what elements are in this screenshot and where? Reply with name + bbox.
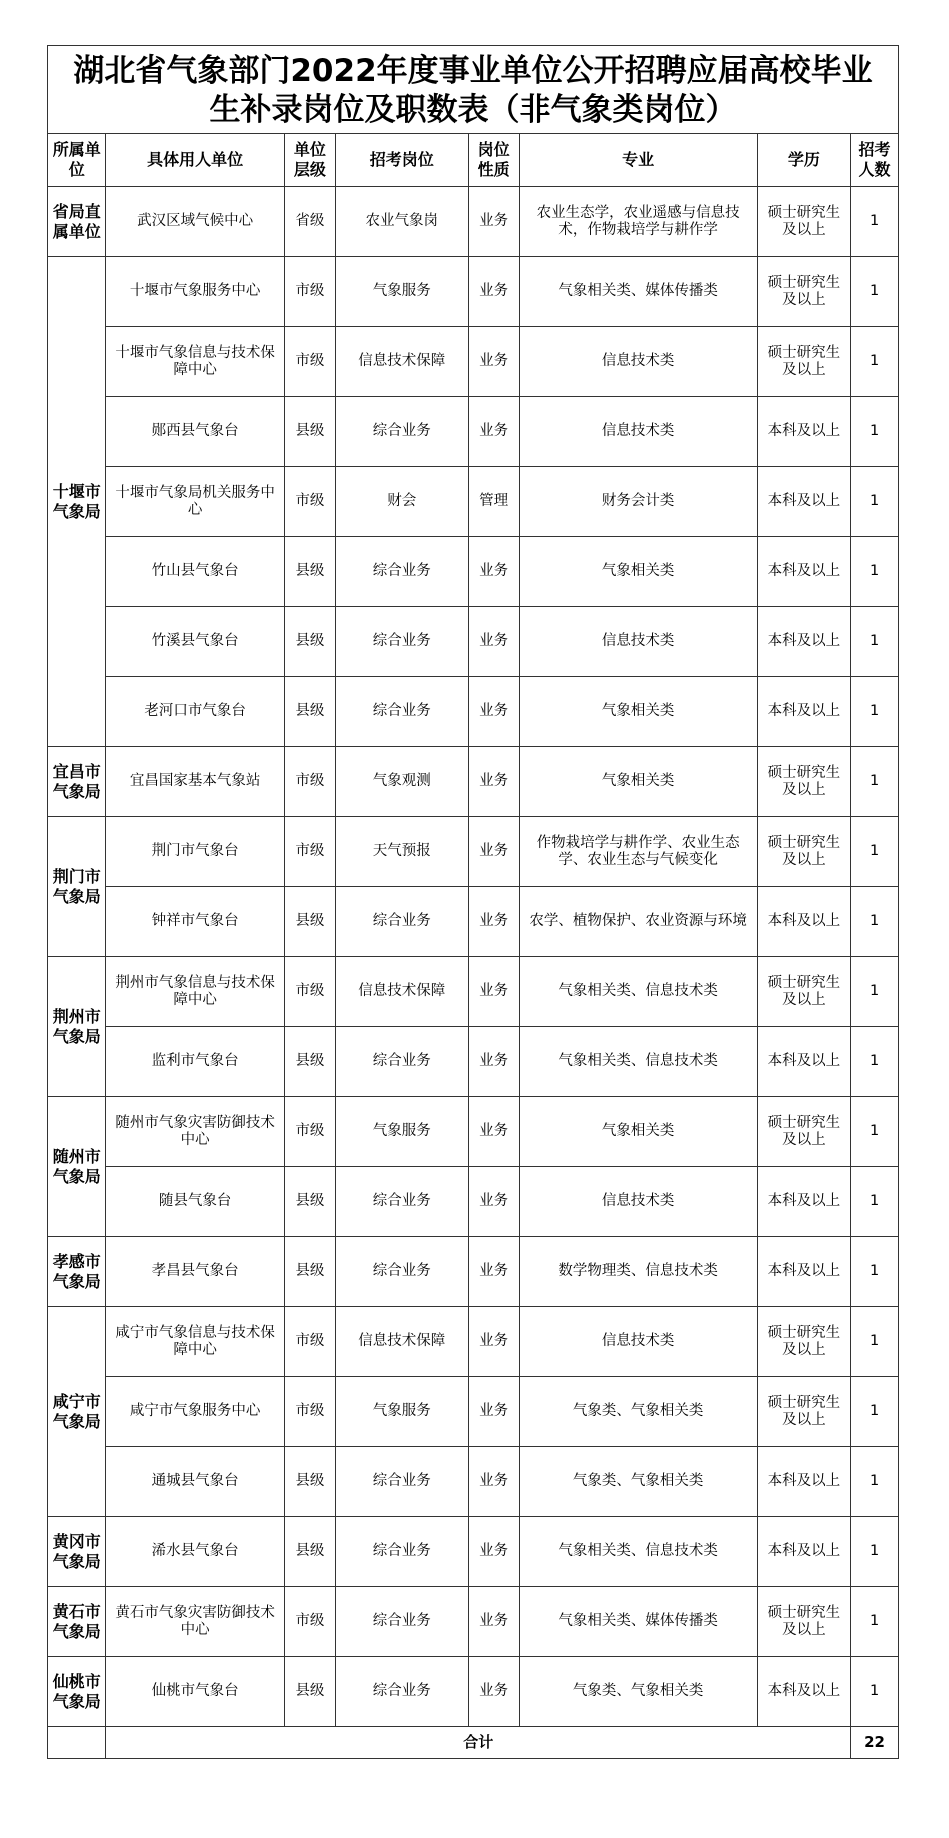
nature-cell: 业务: [468, 327, 519, 397]
count-cell: 1: [851, 187, 899, 257]
count-cell: 1: [851, 257, 899, 327]
post-cell: 综合业务: [335, 607, 468, 677]
unit-cell: 老河口市气象台: [106, 677, 284, 747]
level-cell: 省级: [284, 187, 335, 257]
unit-cell: 孝昌县气象台: [106, 1237, 284, 1307]
edu-cell: 硕士研究生及以上: [757, 1377, 850, 1447]
unit-cell: 通城县气象台: [106, 1447, 284, 1517]
post-cell: 气象服务: [335, 257, 468, 327]
count-cell: 1: [851, 1237, 899, 1307]
count-cell: 1: [851, 1517, 899, 1587]
count-cell: 1: [851, 397, 899, 467]
level-cell: 市级: [284, 1307, 335, 1377]
level-cell: 市级: [284, 817, 335, 887]
nature-cell: 业务: [468, 187, 519, 257]
table-row: [48, 1167, 899, 1237]
nature-cell: 业务: [468, 817, 519, 887]
table-row: [48, 887, 899, 957]
major-cell: 气象类、气象相关类: [519, 1657, 757, 1727]
major-cell: 信息技术类: [519, 327, 757, 397]
table-row: [48, 397, 899, 467]
level-cell: 市级: [284, 1097, 335, 1167]
level-cell: 县级: [284, 537, 335, 607]
unit-cell: 十堰市气象局机关服务中心: [106, 467, 284, 537]
count-cell: 1: [851, 1097, 899, 1167]
unit-cell: 监利市气象台: [106, 1027, 284, 1097]
edu-cell: 硕士研究生及以上: [757, 817, 850, 887]
table-row: [48, 1377, 899, 1447]
count-cell: 1: [851, 1167, 899, 1237]
post-cell: 信息技术保障: [335, 957, 468, 1027]
unit-cell: 十堰市气象服务中心: [106, 257, 284, 327]
edu-cell: 本科及以上: [757, 1167, 850, 1237]
count-cell: 1: [851, 677, 899, 747]
major-cell: 信息技术类: [519, 1167, 757, 1237]
post-cell: 气象服务: [335, 1097, 468, 1167]
major-cell: 农业生态学，农业遥感与信息技术，作物栽培学与耕作学: [519, 187, 757, 257]
dept-cell: 省局直属单位: [48, 187, 106, 257]
post-cell: 气象服务: [335, 1377, 468, 1447]
level-cell: 县级: [284, 1447, 335, 1517]
level-cell: 县级: [284, 1237, 335, 1307]
unit-cell: 黄石市气象灾害防御技术中心: [106, 1587, 284, 1657]
major-cell: 数学物理类、信息技术类: [519, 1237, 757, 1307]
table-row: [48, 677, 899, 747]
nature-cell: 业务: [468, 1097, 519, 1167]
dept-cell: 孝感市气象局: [48, 1237, 106, 1307]
count-cell: 1: [851, 327, 899, 397]
post-cell: 信息技术保障: [335, 327, 468, 397]
level-cell: 市级: [284, 1377, 335, 1447]
edu-cell: 硕士研究生及以上: [757, 187, 850, 257]
dept-cell: 黄冈市气象局: [48, 1517, 106, 1587]
level-cell: 县级: [284, 1517, 335, 1587]
table-row: [48, 1307, 899, 1377]
edu-cell: 本科及以上: [757, 537, 850, 607]
level-cell: 县级: [284, 1657, 335, 1727]
total-label: 合计: [106, 1727, 851, 1759]
title-line-2: 生补录岗位及职数表（非气象类岗位）: [209, 92, 737, 128]
major-cell: 气象相关类、信息技术类: [519, 957, 757, 1027]
nature-cell: 业务: [468, 1027, 519, 1097]
count-cell: 1: [851, 1657, 899, 1727]
major-cell: 气象相关类、媒体传播类: [519, 257, 757, 327]
edu-cell: 硕士研究生及以上: [757, 1587, 850, 1657]
nature-cell: 业务: [468, 1377, 519, 1447]
nature-cell: 业务: [468, 607, 519, 677]
unit-cell: 荆州市气象信息与技术保障中心: [106, 957, 284, 1027]
level-cell: 市级: [284, 327, 335, 397]
dept-cell: 十堰市气象局: [48, 257, 106, 747]
level-cell: 县级: [284, 607, 335, 677]
unit-cell: 武汉区域气候中心: [106, 187, 284, 257]
nature-cell: 业务: [468, 1517, 519, 1587]
nature-cell: 业务: [468, 747, 519, 817]
header-major: 专业: [519, 134, 757, 187]
nature-cell: 业务: [468, 1167, 519, 1237]
post-cell: 综合业务: [335, 677, 468, 747]
edu-cell: 硕士研究生及以上: [757, 1097, 850, 1167]
major-cell: 作物栽培学与耕作学、农业生态学、农业生态与气候变化: [519, 817, 757, 887]
post-cell: 综合业务: [335, 1027, 468, 1097]
table-row: [48, 1517, 899, 1587]
nature-cell: 业务: [468, 1587, 519, 1657]
count-cell: 1: [851, 467, 899, 537]
table-row: [48, 537, 899, 607]
edu-cell: 本科及以上: [757, 1517, 850, 1587]
dept-cell: 荆门市气象局: [48, 817, 106, 957]
edu-cell: 本科及以上: [757, 1447, 850, 1517]
table-row: [48, 1027, 899, 1097]
table-row: [48, 607, 899, 677]
major-cell: 气象相关类: [519, 1097, 757, 1167]
level-cell: 县级: [284, 887, 335, 957]
edu-cell: 本科及以上: [757, 467, 850, 537]
post-cell: 综合业务: [335, 1167, 468, 1237]
edu-cell: 本科及以上: [757, 1237, 850, 1307]
total-value: 22: [851, 1727, 899, 1759]
count-cell: 1: [851, 957, 899, 1027]
header-nature: 岗位性质: [468, 134, 519, 187]
total-spacer: [48, 1727, 106, 1759]
unit-cell: 竹溪县气象台: [106, 607, 284, 677]
post-cell: 综合业务: [335, 397, 468, 467]
header-row: [48, 134, 899, 187]
post-cell: 综合业务: [335, 1657, 468, 1727]
edu-cell: 本科及以上: [757, 607, 850, 677]
level-cell: 县级: [284, 397, 335, 467]
header-post: 招考岗位: [335, 134, 468, 187]
level-cell: 县级: [284, 677, 335, 747]
positions-table: [47, 133, 899, 1759]
recruitment-sheet: [47, 45, 899, 1759]
level-cell: 市级: [284, 957, 335, 1027]
major-cell: 气象相关类、信息技术类: [519, 1517, 757, 1587]
dept-cell: 荆州市气象局: [48, 957, 106, 1097]
nature-cell: 业务: [468, 397, 519, 467]
unit-cell: 仙桃市气象台: [106, 1657, 284, 1727]
nature-cell: 业务: [468, 1307, 519, 1377]
post-cell: 综合业务: [335, 1447, 468, 1517]
count-cell: 1: [851, 1027, 899, 1097]
count-cell: 1: [851, 887, 899, 957]
major-cell: 气象相关类、信息技术类: [519, 1027, 757, 1097]
unit-cell: 宜昌国家基本气象站: [106, 747, 284, 817]
unit-cell: 荆门市气象台: [106, 817, 284, 887]
post-cell: 综合业务: [335, 887, 468, 957]
post-cell: 天气预报: [335, 817, 468, 887]
dept-cell: 黄石市气象局: [48, 1587, 106, 1657]
unit-cell: 咸宁市气象信息与技术保障中心: [106, 1307, 284, 1377]
edu-cell: 本科及以上: [757, 1027, 850, 1097]
level-cell: 县级: [284, 1167, 335, 1237]
count-cell: 1: [851, 817, 899, 887]
nature-cell: 业务: [468, 957, 519, 1027]
table-row: [48, 467, 899, 537]
level-cell: 市级: [284, 1587, 335, 1657]
table-row: [48, 1237, 899, 1307]
major-cell: 气象相关类: [519, 747, 757, 817]
table-row: [48, 957, 899, 1027]
major-cell: 信息技术类: [519, 1307, 757, 1377]
nature-cell: 业务: [468, 537, 519, 607]
table-row: [48, 327, 899, 397]
level-cell: 市级: [284, 747, 335, 817]
table-row: [48, 1587, 899, 1657]
edu-cell: 硕士研究生及以上: [757, 327, 850, 397]
table-row: [48, 1657, 899, 1727]
post-cell: 综合业务: [335, 1587, 468, 1657]
edu-cell: 本科及以上: [757, 887, 850, 957]
nature-cell: 业务: [468, 1237, 519, 1307]
count-cell: 1: [851, 1307, 899, 1377]
table-row: [48, 257, 899, 327]
table-row: [48, 1447, 899, 1517]
unit-cell: 郧西县气象台: [106, 397, 284, 467]
dept-cell: 咸宁市气象局: [48, 1307, 106, 1517]
unit-cell: 随县气象台: [106, 1167, 284, 1237]
count-cell: 1: [851, 1377, 899, 1447]
nature-cell: 业务: [468, 887, 519, 957]
unit-cell: 钟祥市气象台: [106, 887, 284, 957]
major-cell: 气象相关类: [519, 537, 757, 607]
post-cell: 综合业务: [335, 1237, 468, 1307]
post-cell: 气象观测: [335, 747, 468, 817]
table-row: [48, 747, 899, 817]
edu-cell: 本科及以上: [757, 397, 850, 467]
major-cell: 财务会计类: [519, 467, 757, 537]
dept-cell: 宜昌市气象局: [48, 747, 106, 817]
level-cell: 县级: [284, 1027, 335, 1097]
post-cell: 信息技术保障: [335, 1307, 468, 1377]
count-cell: 1: [851, 1447, 899, 1517]
unit-cell: 浠水县气象台: [106, 1517, 284, 1587]
unit-cell: 随州市气象灾害防御技术中心: [106, 1097, 284, 1167]
major-cell: 信息技术类: [519, 607, 757, 677]
edu-cell: 本科及以上: [757, 1657, 850, 1727]
header-dept: 所属单位: [48, 134, 106, 187]
edu-cell: 本科及以上: [757, 677, 850, 747]
document-title: [47, 45, 899, 133]
major-cell: 农学、植物保护、农业资源与环境: [519, 887, 757, 957]
nature-cell: 业务: [468, 257, 519, 327]
dept-cell: 随州市气象局: [48, 1097, 106, 1237]
header-unit: 具体用人单位: [106, 134, 284, 187]
edu-cell: 硕士研究生及以上: [757, 957, 850, 1027]
count-cell: 1: [851, 537, 899, 607]
dept-cell: 仙桃市气象局: [48, 1657, 106, 1727]
level-cell: 市级: [284, 257, 335, 327]
title-line-1: 湖北省气象部门2022年度事业单位公开招聘应届高校毕业: [73, 53, 873, 89]
post-cell: 综合业务: [335, 537, 468, 607]
post-cell: 农业气象岗: [335, 187, 468, 257]
major-cell: 气象相关类、媒体传播类: [519, 1587, 757, 1657]
count-cell: 1: [851, 607, 899, 677]
edu-cell: 硕士研究生及以上: [757, 257, 850, 327]
edu-cell: 硕士研究生及以上: [757, 747, 850, 817]
header-count: 招考人数: [851, 134, 899, 187]
table-row: [48, 187, 899, 257]
table-row: [48, 817, 899, 887]
nature-cell: 业务: [468, 677, 519, 747]
level-cell: 市级: [284, 467, 335, 537]
nature-cell: 业务: [468, 1447, 519, 1517]
nature-cell: 管理: [468, 467, 519, 537]
table-body: [48, 187, 899, 1727]
major-cell: 信息技术类: [519, 397, 757, 467]
header-level: 单位层级: [284, 134, 335, 187]
edu-cell: 硕士研究生及以上: [757, 1307, 850, 1377]
post-cell: 综合业务: [335, 1517, 468, 1587]
major-cell: 气象类、气象相关类: [519, 1377, 757, 1447]
unit-cell: 十堰市气象信息与技术保障中心: [106, 327, 284, 397]
table-row: [48, 1097, 899, 1167]
header-edu: 学历: [757, 134, 850, 187]
count-cell: 1: [851, 747, 899, 817]
major-cell: 气象相关类: [519, 677, 757, 747]
count-cell: 1: [851, 1587, 899, 1657]
unit-cell: 竹山县气象台: [106, 537, 284, 607]
major-cell: 气象类、气象相关类: [519, 1447, 757, 1517]
post-cell: 财会: [335, 467, 468, 537]
total-row: [48, 1727, 899, 1759]
nature-cell: 业务: [468, 1657, 519, 1727]
unit-cell: 咸宁市气象服务中心: [106, 1377, 284, 1447]
